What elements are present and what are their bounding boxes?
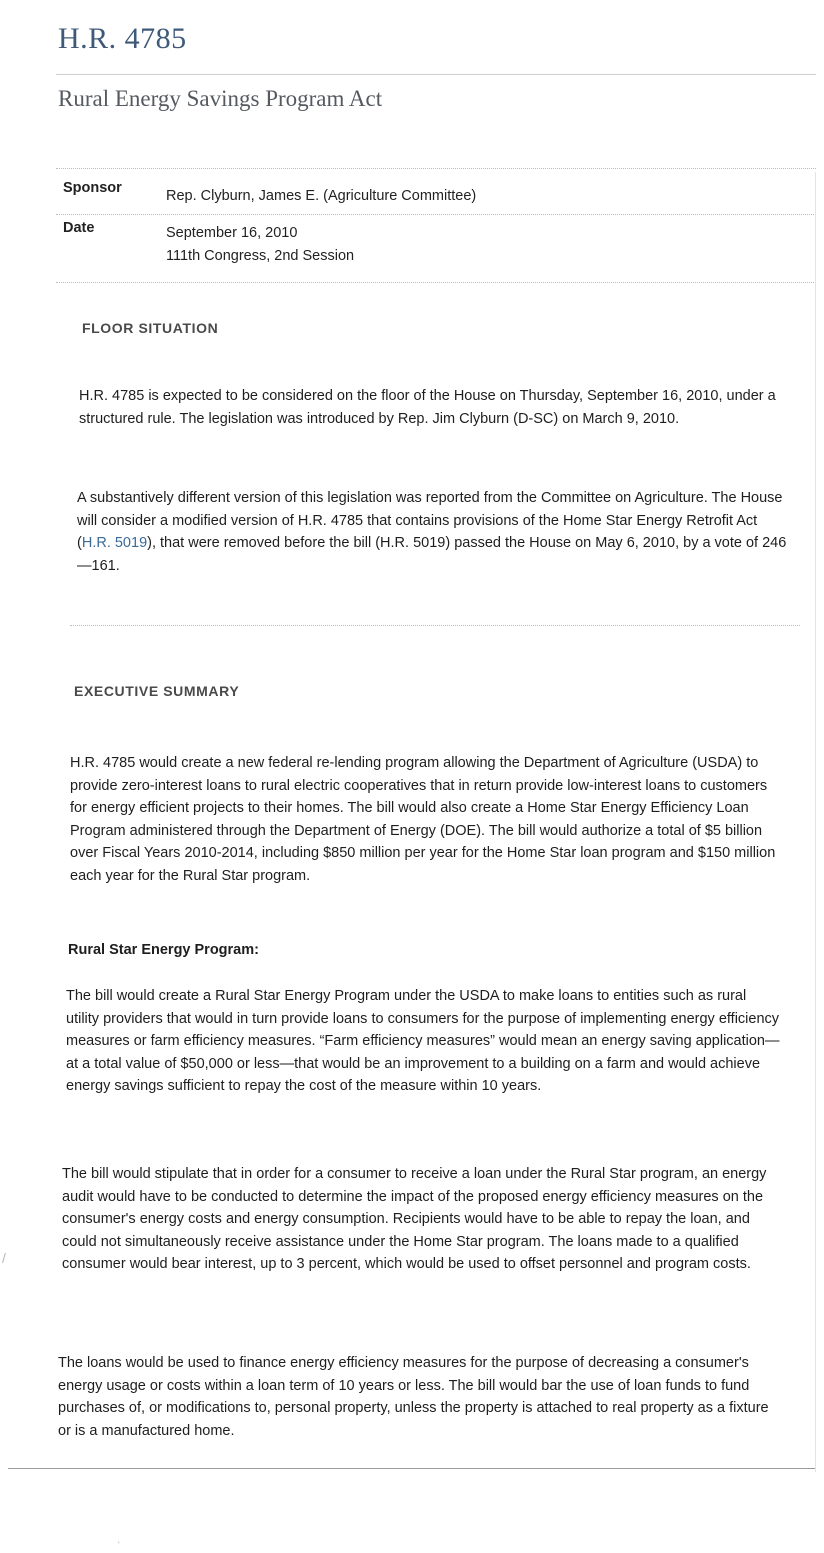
sponsor-value: Rep. Clyburn, James E. (Agriculture Committee)	[166, 188, 477, 204]
scan-artifact-mark: '	[118, 1540, 120, 1550]
sponsor-label: Sponsor	[63, 180, 122, 196]
executive-summary-paragraph-3: The bill would stipulate that in order for a consumer to receive a loan under the Rural Star program, an energy audit would have to be conducted to determine the impact of the proposed energy efficiency measures on the consumer's energy costs and energy consumption. Recipients would have to be able to repay the loan, and could not simultaneously receive assistance under the Home Star program. The loans made to a qualified consumer would bear interest, up to 3 percent, which would be used to offset personnel and program costs.	[62, 1166, 767, 1272]
bill-number: H.R. 4785	[58, 22, 187, 55]
rural-star-subheading: Rural Star Energy Program:	[68, 942, 259, 958]
session-value: 111th Congress, 2nd Session	[166, 248, 355, 264]
date-value: September 16, 2010	[166, 225, 298, 241]
executive-summary-paragraph-4: The loans would be used to finance energy efficiency measures for the purpose of decreasing a consumer's energy usage or costs within a loan term of 10 years or less. The bill would bar the use of loan funds to fund purchases of, or modifications to, personal property, unless the property is attached to real property as a fixture or is a manufactured home.	[58, 1355, 769, 1439]
meta-mid-rule	[56, 214, 816, 215]
hr-5019-link[interactable]: H.R. 5019	[81, 535, 148, 551]
paragraph-text: ), that were removed before the bill (H.R. 5019) passed the House on May 6, 2010, by a vote of 246—161.	[77, 535, 787, 574]
title-rule	[56, 74, 816, 75]
floor-situation-heading: FLOOR SITUATION	[82, 320, 219, 336]
meta-bottom-rule	[56, 282, 816, 283]
section-divider	[70, 625, 800, 626]
floor-situation-paragraph-2	[77, 487, 789, 577]
bill-title: Rural Energy Savings Program Act	[58, 86, 383, 111]
executive-summary-paragraph-2: The bill would create a Rural Star Energy Program under the USDA to make loans to entities such as rural utility providers that would in turn provide loans to consumers for the purpose of implementing energy efficiency measures or farm efficiency measures. “Farm efficiency measures” would mean an energy saving application—at a total value of $50,000 or less—that would be an improvement to a building on a farm and would achieve energy savings sufficient to repay the cost of the measure within 10 years.	[66, 988, 780, 1094]
executive-summary-heading: EXECUTIVE SUMMARY	[74, 683, 240, 699]
date-label: Date	[63, 220, 95, 236]
paragraph-text: A substantively different version of this legislation was reported from the Committee on Agriculture. The House will consider a modified version of H.R. 4785 that contains provisions of the Home Star Energy Retrofit Act (	[77, 490, 783, 551]
meta-top-rule	[56, 168, 816, 169]
page-edge	[815, 172, 816, 1472]
floor-situation-paragraph-1: H.R. 4785 is expected to be considered on the floor of the House on Thursday, September 16, 2010, under a structured rule. The legislation was introduced by Rep. Jim Clyburn (D-SC) on March 9, 2010.	[79, 388, 776, 427]
executive-summary-paragraph-1: H.R. 4785 would create a new federal re-lending program allowing the Department of Agriculture (USDA) to provide zero-interest loans to rural electric cooperatives that in return provide low-interest loans to customers for energy efficient projects to their homes. The bill would also create a Home Star Energy Efficiency Loan Program administered through the Department of Energy (DOE). The bill would authorize a total of $5 billion over Fiscal Years 2010-2014, including $850 million per year for the Home Star loan program and $150 million each year for the Rural Star program.	[70, 755, 776, 884]
page-bottom-rule	[8, 1468, 816, 1469]
scan-artifact-mark: /	[2, 1250, 6, 1266]
